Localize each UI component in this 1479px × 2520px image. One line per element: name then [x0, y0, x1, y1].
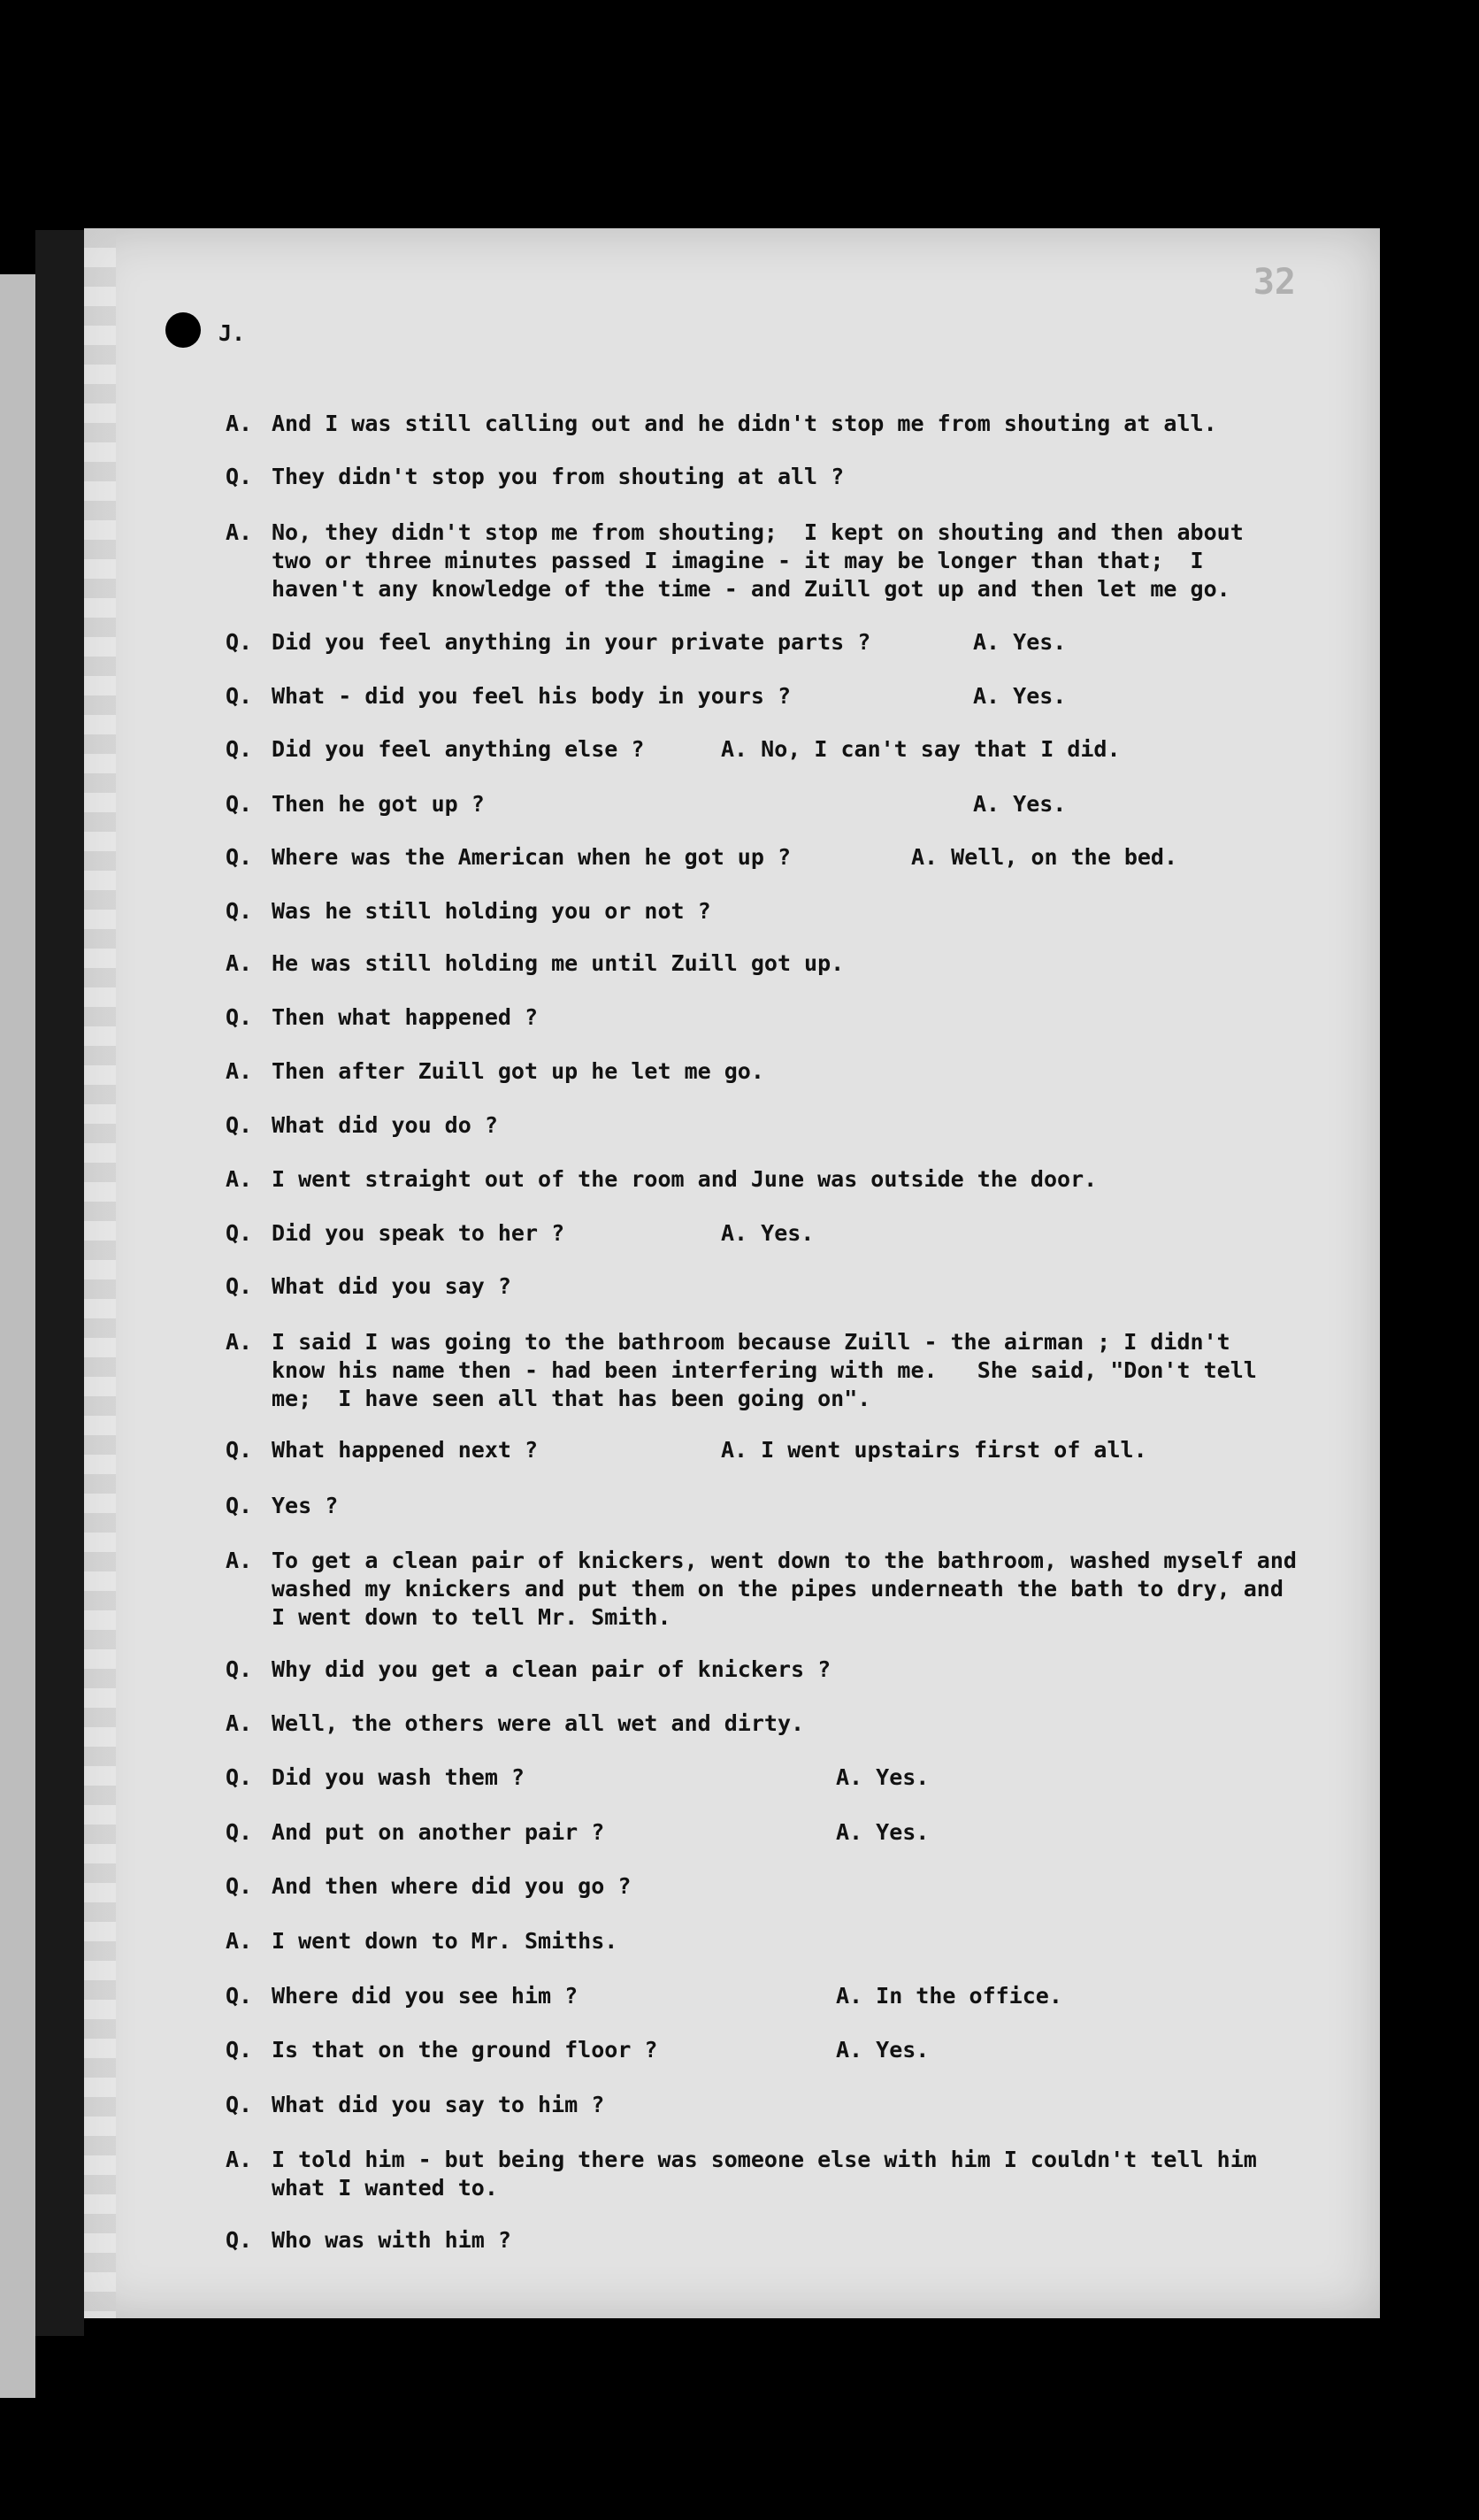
continuation-text: two or three minutes passed I imagine - it may be longer than that; I	[272, 548, 1204, 573]
speaker-label: A.	[226, 1548, 253, 1573]
line-text: Did you feel anything in your private parts ?	[272, 629, 871, 655]
line-text: What happened next ?	[272, 1437, 539, 1463]
page-left-edge	[84, 228, 116, 2318]
inline-answer: A. Yes.	[721, 1220, 815, 1246]
line-text: I went straight out of the room and June was outside the door.	[272, 1166, 1098, 1192]
line-text: What did you say to him ?	[272, 2092, 605, 2117]
line-text: What did you do ?	[272, 1112, 498, 1138]
line-text: Why did you get a clean pair of knickers ?	[272, 1656, 831, 1682]
inline-answer: A. No, I can't say that I did.	[721, 736, 1121, 762]
speaker-label: A.	[226, 1329, 253, 1355]
continuation-text: know his name then - had been interfering with me. She said, "Don't tell	[272, 1357, 1257, 1383]
line-text: I said I was going to the bathroom because Zuill - the airman ; I didn't	[272, 1329, 1230, 1355]
line-text: No, they didn't stop me from shouting; I kept on shouting and then about	[272, 519, 1244, 545]
speaker-label: Q.	[226, 898, 253, 924]
section-marker: J.	[218, 320, 246, 346]
line-text: Is that on the ground floor ?	[272, 2037, 658, 2063]
line-text: What did you say ?	[272, 1273, 511, 1299]
continuation-text: I went down to tell Mr. Smith.	[272, 1604, 671, 1630]
line-text: And then where did you go ?	[272, 1873, 632, 1899]
line-text: He was still holding me until Zuill got up.	[272, 950, 845, 976]
line-text: Then what happened ?	[272, 1004, 539, 1030]
speaker-label: Q.	[226, 629, 253, 655]
inline-answer: A. Yes.	[973, 629, 1067, 655]
line-text: Where did you see him ?	[272, 1983, 579, 2009]
speaker-label: Q.	[226, 736, 253, 762]
line-text: Who was with him ?	[272, 2227, 511, 2253]
line-text: Did you feel anything else ?	[272, 736, 645, 762]
inline-answer: A. Yes.	[836, 2037, 930, 2063]
line-text: I went down to Mr. Smiths.	[272, 1928, 618, 1954]
line-text: They didn't stop you from shouting at all ?	[272, 464, 845, 489]
inline-answer: A. Well, on the bed.	[911, 844, 1178, 870]
adjacent-page-edge	[0, 274, 35, 2398]
line-text: Then after Zuill got up he let me go.	[272, 1058, 764, 1084]
speaker-label: A.	[226, 950, 253, 976]
speaker-label: A.	[226, 1928, 253, 1954]
speaker-label: Q.	[226, 1493, 253, 1518]
punch-hole-icon	[165, 312, 201, 348]
line-text: And put on another pair ?	[272, 1819, 605, 1845]
speaker-label: Q.	[226, 2037, 253, 2063]
speaker-label: Q.	[226, 1437, 253, 1463]
continuation-text: me; I have seen all that has been going on".	[272, 1386, 871, 1411]
speaker-label: Q.	[226, 1764, 253, 1790]
speaker-label: A.	[226, 1710, 253, 1736]
speaker-label: Q.	[226, 1983, 253, 2009]
speaker-label: A.	[226, 1166, 253, 1192]
line-text: And I was still calling out and he didn't stop me from shouting at all.	[272, 411, 1217, 436]
speaker-label: A.	[226, 2147, 253, 2172]
line-text: Yes ?	[272, 1493, 339, 1518]
speaker-label: Q.	[226, 683, 253, 709]
line-text: To get a clean pair of knickers, went down to the bathroom, washed myself and	[272, 1548, 1297, 1573]
speaker-label: A.	[226, 411, 253, 436]
speaker-label: Q.	[226, 1220, 253, 1246]
inline-answer: A. Yes.	[836, 1764, 930, 1790]
inline-answer: A. I went upstairs first of all.	[721, 1437, 1147, 1463]
line-text: Where was the American when he got up ?	[272, 844, 791, 870]
binding-shadow	[35, 230, 84, 2336]
speaker-label: Q.	[226, 1656, 253, 1682]
speaker-label: A.	[226, 1058, 253, 1084]
speaker-label: Q.	[226, 2092, 253, 2117]
line-text: Then he got up ?	[272, 791, 485, 817]
line-text: Did you speak to her ?	[272, 1220, 565, 1246]
continuation-text: what I wanted to.	[272, 2175, 498, 2201]
line-text: What - did you feel his body in yours ?	[272, 683, 791, 709]
inline-answer: A. Yes.	[973, 791, 1067, 817]
document-page	[84, 228, 1380, 2318]
speaker-label: Q.	[226, 1004, 253, 1030]
inline-answer: A. Yes.	[836, 1819, 930, 1845]
speaker-label: Q.	[226, 2227, 253, 2253]
line-text: Well, the others were all wet and dirty.	[272, 1710, 805, 1736]
speaker-label: Q.	[226, 791, 253, 817]
speaker-label: Q.	[226, 1819, 253, 1845]
line-text: Did you wash them ?	[272, 1764, 525, 1790]
speaker-label: Q.	[226, 1873, 253, 1899]
speaker-label: Q.	[226, 464, 253, 489]
speaker-label: A.	[226, 519, 253, 545]
inline-answer: A. Yes.	[973, 683, 1067, 709]
line-text: Was he still holding you or not ?	[272, 898, 711, 924]
line-text: I told him - but being there was someone else with him I couldn't tell him	[272, 2147, 1257, 2172]
speaker-label: Q.	[226, 1112, 253, 1138]
speaker-label: Q.	[226, 844, 253, 870]
continuation-text: haven't any knowledge of the time - and Zuill got up and then let me go.	[272, 576, 1230, 602]
inline-answer: A. In the office.	[836, 1983, 1062, 2009]
continuation-text: washed my knickers and put them on the pipes underneath the bath to dry, and	[272, 1576, 1284, 1602]
speaker-label: Q.	[226, 1273, 253, 1299]
page-number: 32	[1253, 262, 1296, 303]
